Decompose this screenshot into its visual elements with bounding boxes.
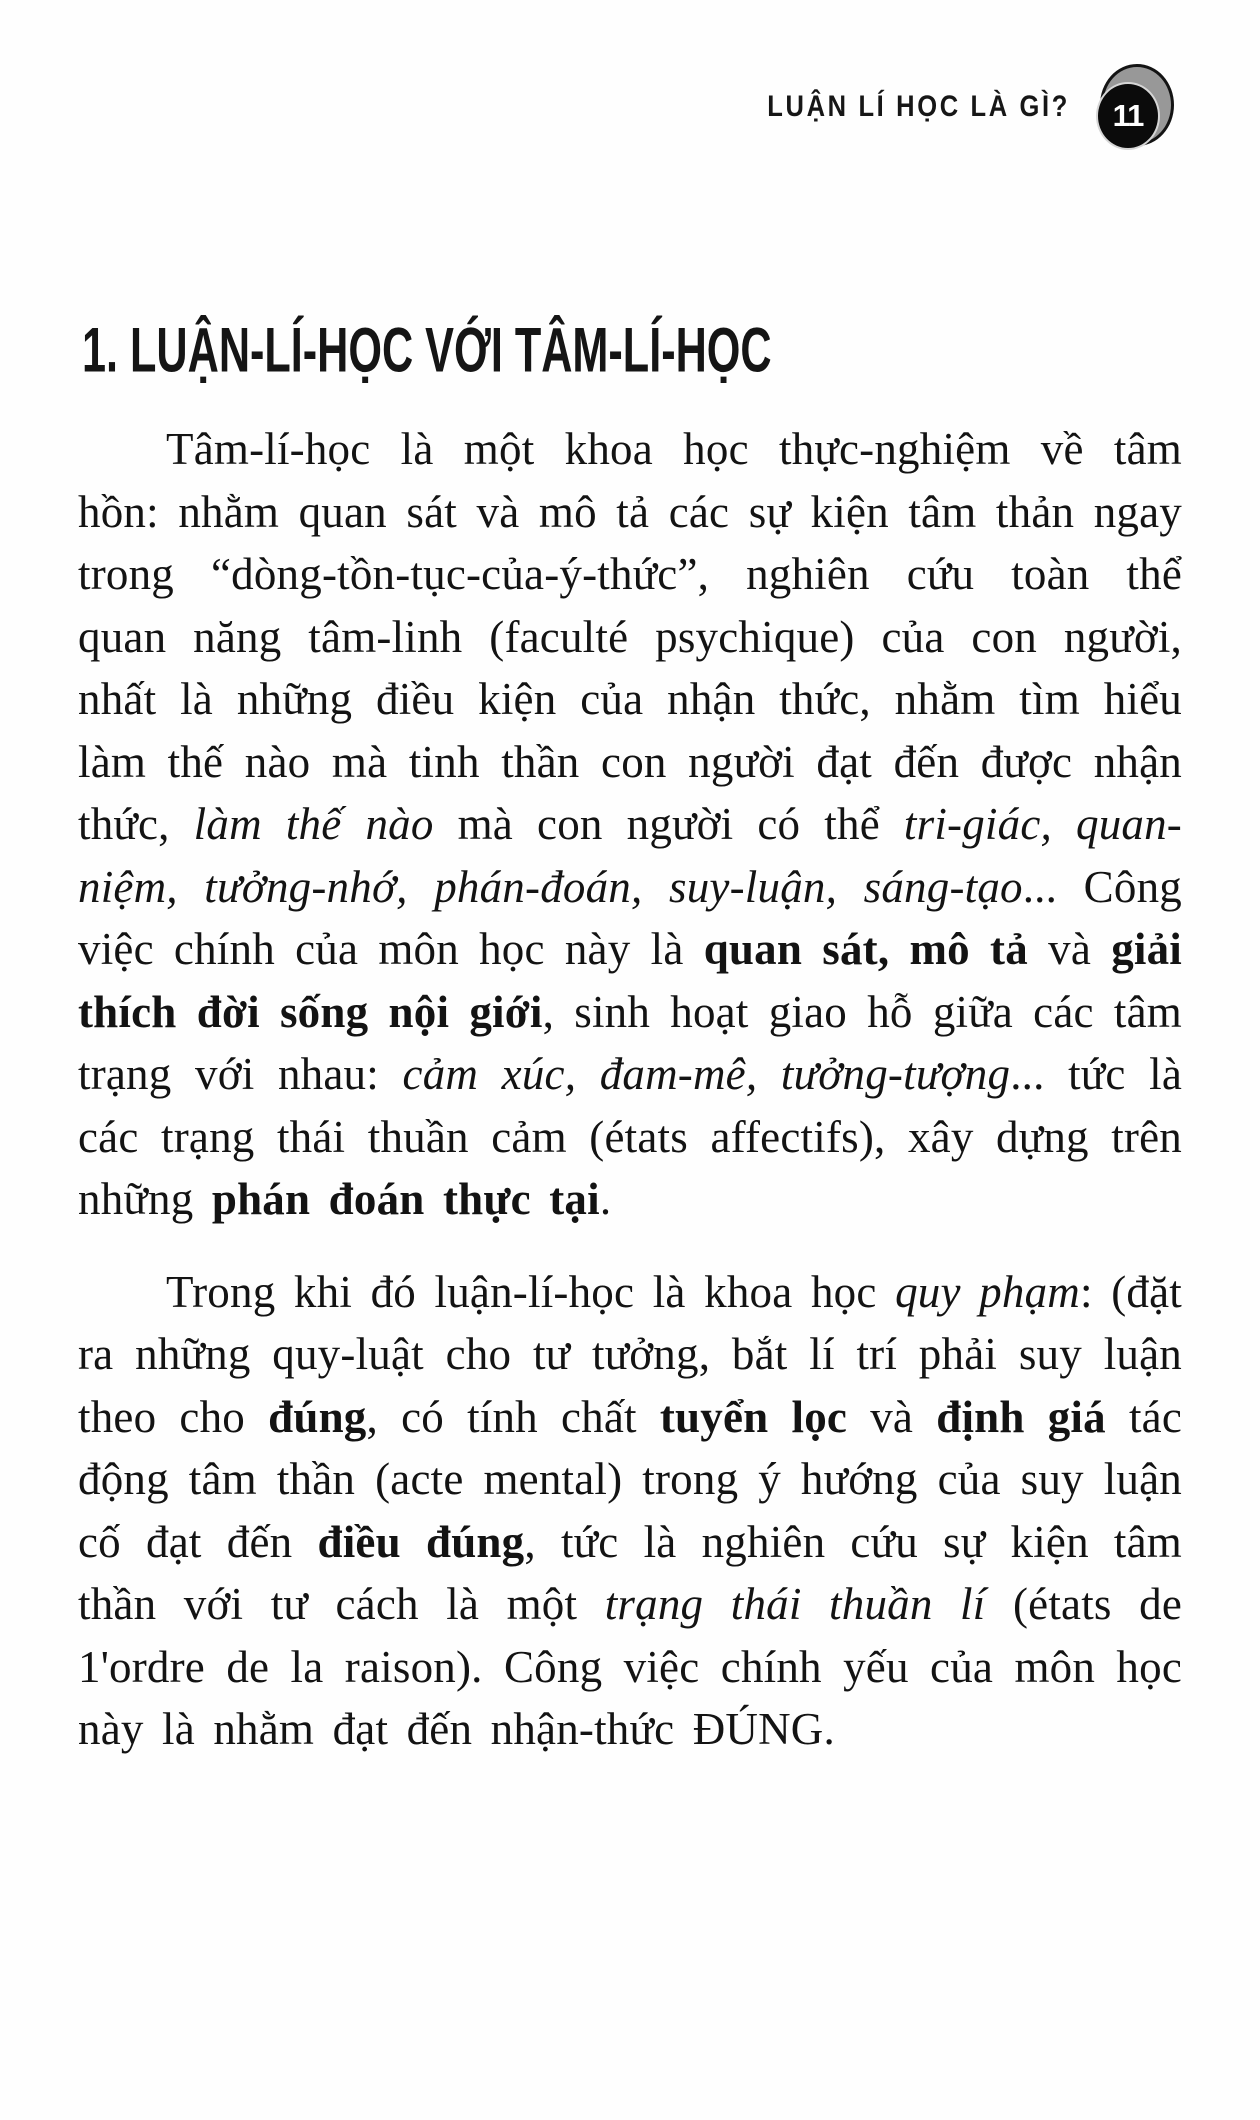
page-number-badge	[1096, 64, 1174, 150]
text-run: , sinh hoạt giao hỗ giữa các tâm trạng với nhau:	[78, 986, 1182, 1099]
paragraph-1	[78, 418, 1182, 1231]
text-run: giải thích đời sống nội giới	[78, 924, 1182, 1037]
text-run: cảm xúc, đam-mê, tưởng-tượng	[402, 1049, 1011, 1099]
body-text	[78, 418, 1182, 1761]
text-run: phán đoán thực tại	[211, 1174, 600, 1224]
page-number: 11	[1112, 98, 1144, 133]
text-run: quy phạm	[895, 1266, 1080, 1317]
text-run: , tức là nghiên cứu sự kiện tâm thần với tư cách là một	[78, 1516, 1182, 1629]
text-run: trạng thái thuần lí	[604, 1579, 986, 1629]
running-header-title: LUẬN LÍ HỌC LÀ GÌ?	[767, 90, 1070, 123]
text-run: : (đặt ra những quy-luật cho tư tưởng, bắt lí trí phải suy luận theo cho	[78, 1266, 1182, 1442]
page-badge-inner-circle	[1096, 82, 1160, 150]
text-run: đúng	[268, 1391, 367, 1442]
text-run: , có tính chất	[366, 1391, 660, 1442]
text-run: và	[847, 1391, 937, 1442]
text-run: mà con người có thể	[433, 799, 904, 849]
text-run: (états de 1'ordre de la raison). Công việc chính yếu của môn học này là nhằm đạt đến nhận-thức ĐÚNG.	[78, 1579, 1183, 1754]
text-run: ... tức là các trạng thái thuần cảm (états affectifs), xây dựng trên những	[78, 1049, 1182, 1224]
text-run: quan sát, mô tả	[703, 924, 1028, 974]
running-header	[726, 64, 1174, 150]
text-run: Tâm-lí-học là một khoa học thực-nghiệm về tâm hồn: nhằm quan sát và mô tả các sự kiện tâm thản ngay trong “dòng-tồn-tục-của-ý-thức”, nghiên cứu toàn thể quan năng tâm-linh (faculté psychique) của con người, nhất là những điều kiện của nhận thức, nhằm tìm hiểu làm thế nào mà tinh thần con người đạt đến được nhận thức,	[78, 424, 1182, 849]
text-run: làm thế nào	[193, 799, 434, 849]
text-run: điều đúng	[317, 1516, 525, 1567]
text-run: và	[1027, 924, 1112, 974]
text-run: tác động tâm thần (acte mental) trong ý hướng của suy luận cố đạt đến	[78, 1391, 1183, 1567]
text-run: Trong khi đó luận-lí-học là khoa học	[166, 1266, 896, 1317]
text-run: tuyển lọc	[659, 1391, 848, 1442]
text-run: định giá	[936, 1391, 1106, 1442]
text-run: ... Công việc chính của môn học này là	[78, 861, 1182, 974]
text-run: tri-giác, quan-niệm, tưởng-nhớ, phán-đoán, suy-luận, sáng-tạo	[78, 799, 1182, 912]
paragraph-2	[78, 1261, 1182, 1761]
text-run: .	[599, 1174, 612, 1224]
section-heading: 1. LUẬN-LÍ-HỌC VỚI TÂM-LÍ-HỌC	[82, 315, 772, 386]
